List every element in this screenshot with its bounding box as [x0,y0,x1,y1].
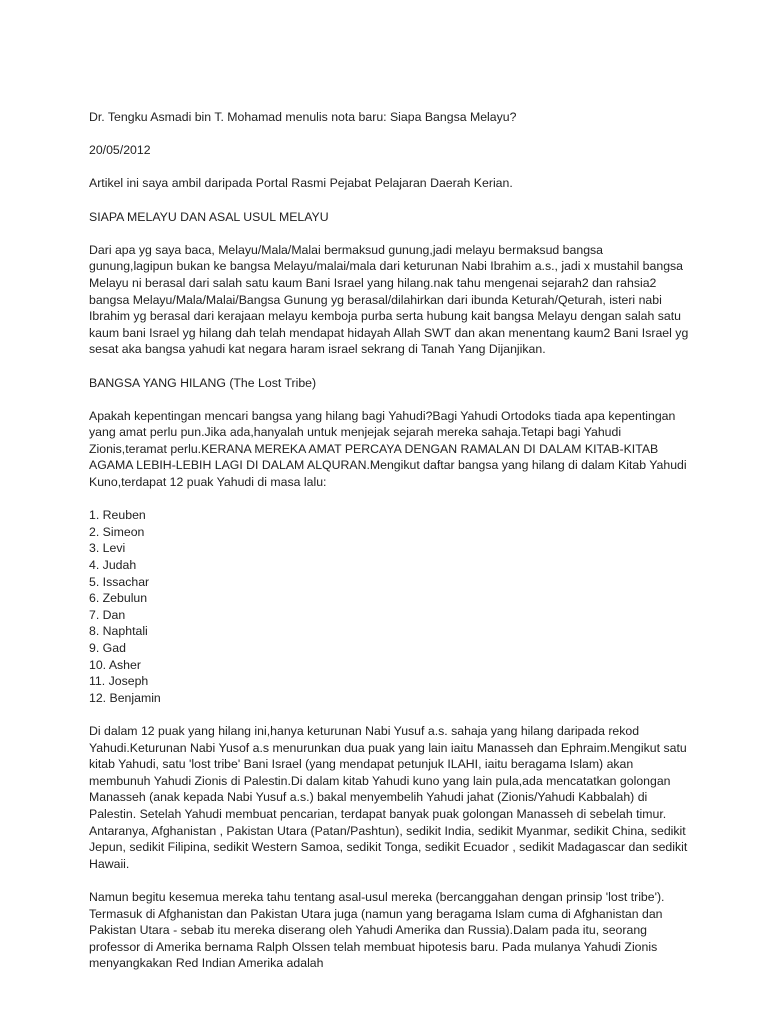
tribe-item: 3. Levi [89,541,126,556]
tribe-item: 1. Reuben [89,508,146,523]
tribe-item: 5. Issachar [89,574,150,589]
intro-paragraph: Artikel ini saya ambil daripada Portal Rasmi Pejabat Pelajaran Daerah Kerian. [89,176,513,191]
tribe-item: 7. Dan [89,607,126,622]
tribe-list [89,507,689,706]
paragraph-lost-tribe-importance: Apakah kepentingan mencari bangsa yang hilang bagi Yahudi?Bagi Yahudi Ortodoks tiada apa kepentingan yang amat perlu pun.Jika ada,hanyalah untuk menjejak sejarah mereka sahaja.Tetapi bagi Yahudi Zionis,teramat perlu.KERANA MEREKA AMAT PERCAYA DENGAN RAMALAN DI DALAM KITAB-KITAB AGAMA LEBIH-LEBIH LAGI DI DALAM ALQURAN.Mengikut daftar bangsa yang hilang di dalam Kitab Yahudi Kuno,terdapat 12 puak Yahudi di masa lalu: [89,408,687,490]
tribe-item: 8. Naphtali [89,624,148,639]
tribe-item: 10. Asher [89,657,141,672]
tribe-item: 9. Gad [89,641,126,655]
paragraph-melayu-origin: Dari apa yg saya baca, Melayu/Mala/Malai bermaksud gunung,jadi melayu bermaksud bangsa gunung,lagipun bukan ke bangsa Melayu/malai/mala dari keturunan Nabi Ibrahim a.s., jadi x mustahil bangsa Melayu ni berasal dari salah satu kaum Bani Israel yang hilang.nak tahu mengenai sejarah2 dan rahsia2 bangsa Melayu/Mala/Malai/Bangsa Gunung yg berasal/dilahirkan dari ibunda Keturah/Qeturah, isteri nabi Ibrahim yg berasal dari kerajaan melayu kemboja purba serta hubung kait bangsa Melayu dengan salah satu kaum bani Israel yg hilang dah telah mendapat hidayah Allah SWT dan akan menentang kaum2 Bani Israel yg sesat aka bangsa yahudi kat negara haram israel sekrang di Tanah Yang Dijanjikan. [89,242,689,357]
section-heading-asal-usul: SIAPA MELAYU DAN ASAL USUL MELAYU [89,209,329,224]
tribe-item: 11. Joseph [89,674,149,689]
paragraph-manasseh: Di dalam 12 puak yang hilang ini,hanya keturunan Nabi Yusuf a.s. sahaja yang hilang daripada rekod Yahudi.Keturunan Nabi Yusof a.s menurunkan dua puak yang lain iaitu Manasseh dan Ephraim.Mengikut satu kitab Yahudi, satu 'lost tribe' Bani Israel (yang mendapat petunjuk ILAHI, iaitu beragama Islam) akan membunuh Yahudi Zionis di Palestin.Di dalam kitab Yahudi kuno yang lain pula,ada mencatatkan golongan Manasseh (anak kepada Nabi Yusuf a.s.) bakal menyembelih Yahudi jahat (Zionis/Yahudi Kabbalah) di Palestin. Setelah Yahudi membuat pencarian, terdapat banyak puak golongan Manasseh di sebelah timur. Antaranya, Afghanistan , Pakistan Utara (Patan/Pashtun), sedikit India, sedikit Myanmar, sedikit China, sedikit Jepun, sedikit Filipina, sedikit Western Samoa, sedikit Tonga, sedikit Ecuador , sedikit Madagascar dan sedikit Hawaii. [89,723,688,871]
post-date: 20/05/2012 [89,143,151,158]
tribe-item: 2. Simeon [89,524,145,539]
header-line: Dr. Tengku Asmadi bin T. Mohamad menulis nota baru: Siapa Bangsa Melayu? [89,110,517,124]
section-heading-lost-tribe: BANGSA YANG HILANG (The Lost Tribe) [89,375,317,390]
paragraph-origins: Namun begitu kesemua mereka tahu tentang asal-usul mereka (bercanggahan dengan prinsip 'lost tribe'). Termasuk di Afghanistan dan Pakistan Utara juga (namun yang beragama Islam cuma di Afghanistan dan Pakistan Utara - sebab itu mereka diserang oleh Yahudi Amerika dan Russia).Dalam pada itu, seorang professor di Amerika bernama Ralph Olssen telah membuat hipotesis baru. Pada mulanya Yahudi Zionis menyangkakan Red Indian Amerika adalah [89,889,665,971]
tribe-item: 4. Judah [89,558,137,573]
tribe-item: 6. Zebulun [89,591,148,606]
document-body [89,109,689,988]
tribe-item: 12. Benjamin [89,690,161,705]
